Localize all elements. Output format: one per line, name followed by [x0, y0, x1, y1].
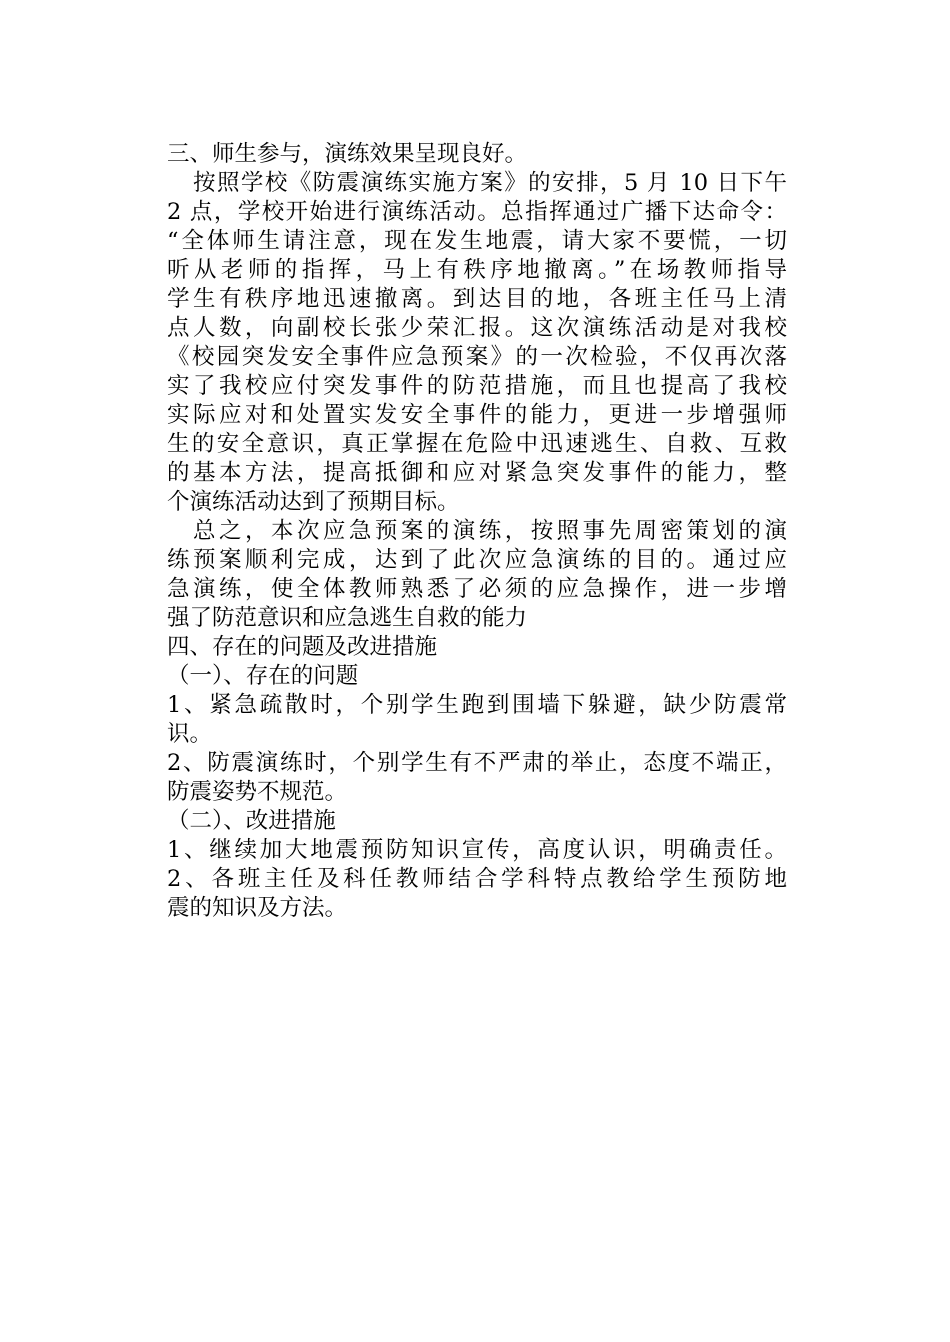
text-line: 识。 — [167, 721, 213, 747]
text-line: 《校园突发安全事件应急预案》的一次检验，不仅再次落 — [167, 344, 787, 370]
text-line: 生的安全意识，真正掌握在危险中迅速逃生、自救、互救 — [167, 431, 787, 457]
text-line: 实际应对和处置实发安全事件的能力，更进一步增强师 — [167, 402, 787, 428]
text-line: 点人数，向副校长张少荣汇报。这次演练活动是对我校 — [167, 315, 787, 341]
text-line: 按照学校《防震演练实施方案》的安排，5 月 10 日下午 — [193, 170, 787, 196]
text-line: 个演练活动达到了预期目标。 — [167, 489, 460, 515]
text-line: 三、师生参与，演练效果呈现良好。 — [167, 141, 528, 167]
text-line: “全体师生请注意，现在发生地震，请大家不要慌，一切 — [167, 228, 787, 254]
text-line: 总之，本次应急预案的演练，按照事先周密策划的演 — [193, 518, 787, 544]
text-line: （二）、改进措施 — [167, 808, 336, 834]
text-line: 2 点，学校开始进行演练活动。总指挥通过广播下达命令： — [167, 199, 787, 225]
text-line: 听从老师的指挥，马上有秩序地撤离。”在场教师指导 — [167, 257, 787, 283]
text-line: （一）、存在的问题 — [167, 663, 359, 689]
text-line: 四、存在的问题及改进措施 — [167, 634, 438, 660]
text-line: 强了防范意识和应急逃生自救的能力 — [167, 605, 528, 631]
text-line: 练预案顺利完成，达到了此次应急演练的目的。通过应 — [167, 547, 787, 573]
text-line: 实了我校应付突发事件的防范措施，而且也提高了我校 — [167, 373, 787, 399]
text-line: 2、各班主任及科任教师结合学科特点教给学生预防地 — [167, 866, 787, 892]
document-page — [167, 140, 787, 923]
text-line: 的基本方法，提高抵御和应对紧急突发事件的能力，整 — [167, 460, 787, 486]
text-line: 防震姿势不规范。 — [167, 779, 348, 805]
text-line: 1、继续加大地震预防知识宣传，高度认识，明确责任。 — [167, 837, 787, 863]
text-line: 学生有秩序地迅速撤离。到达目的地，各班主任马上清 — [167, 286, 787, 312]
text-line: 1、紧急疏散时，个别学生跑到围墙下躲避，缺少防震常 — [167, 692, 787, 718]
text-line: 急演练，使全体教师熟悉了必须的应急操作，进一步增 — [167, 576, 787, 602]
text-line: 震的知识及方法。 — [167, 895, 348, 921]
text-line: 2、防震演练时，个别学生有不严肃的举止，态度不端正， — [167, 750, 787, 776]
